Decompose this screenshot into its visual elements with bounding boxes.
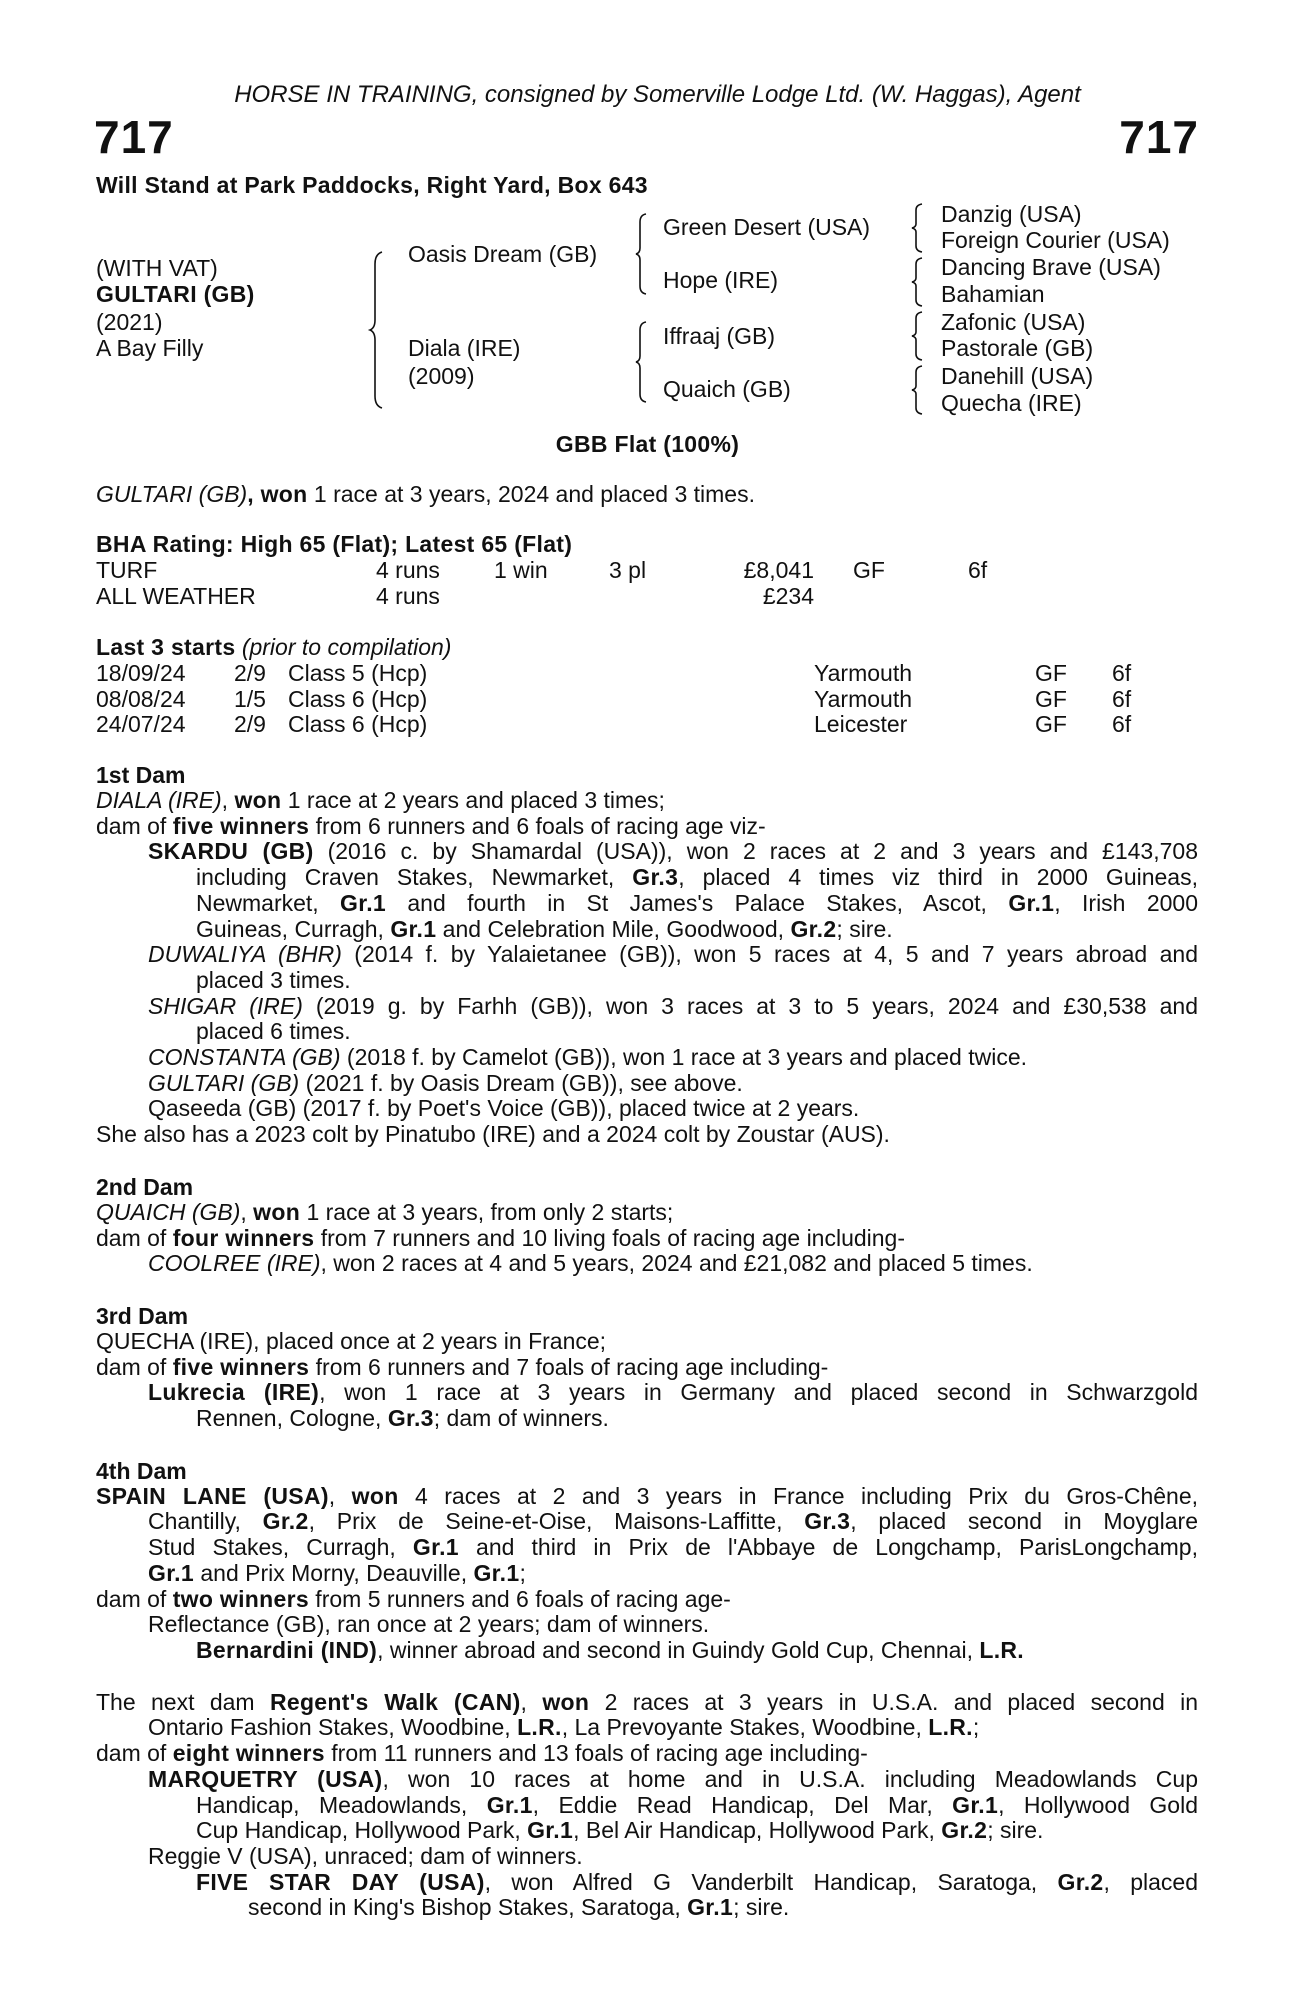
- bold-text: five winners: [172, 812, 310, 839]
- text-line: [96, 1587, 1198, 1613]
- bold-text: Gr.3: [632, 864, 679, 891]
- text: and Prix Morny, Deauville,: [193, 1559, 474, 1586]
- text: (2018 f. by Camelot (GB)), won 1 race at 3 years and placed twice.: [340, 1044, 1028, 1071]
- start-going: GF: [1035, 685, 1067, 712]
- text: She also has a 2023 colt by Pinatubo (IRE) and a 2024 colt by Zoustar (AUS).: [96, 1121, 890, 1148]
- bold-text: Gr.3: [804, 1508, 851, 1535]
- text-line: [96, 1895, 1198, 1921]
- text-line: [96, 1251, 1198, 1277]
- brace-icon: [912, 258, 924, 306]
- text: ,: [328, 1482, 352, 1509]
- text: Qaseeda (GB) (2017 f. by Poet's Voice (GB)), placed twice at 2 years.: [148, 1095, 860, 1122]
- text: from 7 runners and 10 living foals of racing age including-: [314, 1224, 906, 1251]
- text: , winner abroad and second in Guindy Gold Cup, Chennai,: [377, 1636, 980, 1663]
- text: from 5 runners and 6 foals of racing age-: [308, 1585, 731, 1612]
- section: [96, 1458, 1198, 1664]
- text: , placed: [1103, 1868, 1199, 1895]
- summary-name: GULTARI (GB): [96, 481, 248, 507]
- text-line: [96, 942, 1198, 968]
- bold-text: Gr.2: [790, 915, 837, 942]
- bold-text: Bernardini (IND): [196, 1636, 378, 1663]
- text: , La Prevoyante Stakes, Woodbine,: [561, 1714, 929, 1741]
- section: [96, 1174, 1198, 1277]
- dam-line-text: [96, 762, 1198, 1947]
- text-line: [96, 1200, 1198, 1226]
- start-date: 08/08/24: [96, 685, 186, 712]
- text-line: [96, 1638, 1198, 1664]
- bold-text: Gr.1: [473, 1559, 520, 1586]
- bold-text: eight winners: [172, 1740, 325, 1767]
- text: and fourth in St James's Palace Stakes, Ascot,: [386, 889, 1009, 916]
- gbb-flat-note: GBB Flat (100%): [555, 431, 740, 457]
- text: 4 races at 2 and 3 years in France including Prix du Gros-Chêne,: [398, 1482, 1199, 1509]
- text: ,: [221, 787, 235, 813]
- text: , Prix de Seine-et-Oise, Maisons-Laffitte,: [308, 1508, 805, 1535]
- start-date: 18/09/24: [96, 660, 186, 686]
- brace-icon: [370, 252, 386, 408]
- summary-rest: 1 race at 3 years, 2024 and placed 3 times.: [307, 481, 755, 507]
- text: and third in Prix de l'Abbaye de Longchamp, ParisLongchamp,: [458, 1534, 1198, 1561]
- consignment-line: HORSE IN TRAINING, consigned by Somerville Lodge Ltd. (W. Haggas), Agent: [234, 81, 1081, 108]
- runs: 4 runs: [376, 583, 440, 609]
- bold-text: won: [351, 1482, 399, 1509]
- text: , won 1 race at 3 years in Germany and placed second in Schwarzgold: [319, 1379, 1198, 1406]
- bold-text: won: [234, 787, 282, 813]
- gen4-ancestor: Danzig (USA): [941, 201, 1082, 227]
- italic-text: GULTARI (GB): [148, 1069, 300, 1096]
- text-line: [96, 865, 1198, 891]
- text: Guineas, Curragh,: [196, 915, 391, 942]
- italic-text: QUAICH (GB): [96, 1198, 241, 1225]
- bold-text: won: [253, 1198, 301, 1225]
- start-dist: 6f: [1112, 711, 1132, 738]
- bold-text: Gr.3: [387, 1405, 434, 1432]
- section-heading: 4th Dam: [96, 1457, 187, 1484]
- bold-text: five winners: [172, 1353, 310, 1380]
- text-line: [96, 1741, 1198, 1767]
- text: 1 race at 3 years, from only 2 starts;: [300, 1198, 674, 1225]
- text: Ontario Fashion Stakes, Woodbine,: [148, 1714, 518, 1741]
- text-line: [96, 1226, 1198, 1252]
- bold-text: Gr.1: [952, 1791, 999, 1818]
- start-race: Class 6 (Hcp): [288, 711, 428, 738]
- text: ; sire.: [733, 1894, 790, 1921]
- start-venue: Leicester: [814, 711, 908, 738]
- bold-text: won: [542, 1688, 590, 1715]
- text: , Irish 2000: [1054, 889, 1198, 916]
- text: Cup Handicap, Hollywood Park,: [196, 1817, 528, 1844]
- text: Rennen, Cologne,: [196, 1405, 388, 1432]
- text-line: [96, 917, 1198, 943]
- prize-money: £234: [762, 583, 814, 609]
- text: ; dam of winners.: [433, 1405, 609, 1432]
- text-line: [96, 1818, 1198, 1844]
- text: Reflectance (GB), ran once at 2 years; dam of winners.: [148, 1611, 710, 1638]
- text: Handicap, Meadowlands,: [196, 1791, 487, 1818]
- gen4-ancestor: Bahamian: [941, 281, 1045, 307]
- start-dist: 6f: [1112, 660, 1132, 686]
- text-line: [96, 1844, 1198, 1870]
- text-line: [96, 1484, 1198, 1510]
- italic-text: COOLREE (IRE): [148, 1250, 321, 1277]
- text: dam of: [96, 1585, 173, 1612]
- brace-icon: [912, 366, 924, 414]
- bold-text: Gr.1: [148, 1559, 194, 1586]
- gen4-ancestor: Foreign Courier (USA): [941, 227, 1170, 253]
- text: (2014 f. by Yalaietanee (GB)), won 5 races at 4, 5 and 7 years abroad and: [341, 941, 1198, 968]
- italic-text: CONSTANTA (GB): [148, 1044, 341, 1071]
- vat-note: (WITH VAT): [96, 255, 218, 281]
- gen4-ancestor: Danehill (USA): [941, 363, 1094, 389]
- gen4-ancestor: Dancing Brave (USA): [941, 254, 1161, 280]
- text: , won 10 races at home and in U.S.A. including Meadowlands Cup: [382, 1765, 1198, 1792]
- text: placed 3 times.: [196, 966, 351, 993]
- lot-number-left: 717: [94, 111, 174, 163]
- surface: TURF: [96, 557, 158, 583]
- dam: Diala (IRE): [408, 335, 521, 361]
- lot-number-right: 717: [1119, 111, 1199, 163]
- gen4-ancestor: Zafonic (USA): [941, 309, 1086, 335]
- text: dam of: [96, 1740, 173, 1767]
- text-line: [96, 994, 1198, 1020]
- dam-year: (2009): [408, 363, 475, 389]
- start-pos: 1/5: [234, 685, 266, 712]
- section: [96, 1303, 1198, 1432]
- bold-text: two winners: [172, 1585, 309, 1612]
- text: 2 races at 3 years in U.S.A. and placed second in: [589, 1688, 1199, 1715]
- rating-title: BHA Rating: High 65 (Flat); Latest 65 (Flat): [96, 531, 573, 557]
- surface: ALL WEATHER: [96, 583, 256, 609]
- bold-text: Gr.1: [390, 915, 437, 942]
- bold-text: Lukrecia (IRE): [148, 1379, 320, 1406]
- bold-text: L.R.: [928, 1714, 973, 1741]
- prize-money: £8,041: [743, 557, 814, 583]
- text-line: [96, 1071, 1198, 1097]
- text-line: [96, 1561, 1198, 1587]
- text-line: [96, 1612, 1198, 1638]
- text: QUECHA (IRE), placed once at 2 years in France;: [96, 1327, 607, 1354]
- text: dam of: [96, 1353, 173, 1380]
- text: , Hollywood Gold: [998, 1791, 1199, 1818]
- text: Newmarket,: [196, 889, 341, 916]
- italic-text: DIALA (IRE): [96, 787, 222, 813]
- text: The next dam: [96, 1688, 270, 1715]
- bold-text: Gr.2: [262, 1508, 309, 1535]
- section-heading: 3rd Dam: [96, 1302, 189, 1329]
- text: from 6 runners and 7 foals of racing age including-: [309, 1353, 829, 1380]
- last-starts-title: [96, 634, 451, 660]
- section-heading: 1st Dam: [96, 762, 186, 788]
- distance: 6f: [968, 557, 988, 583]
- brace-icon: [636, 214, 648, 294]
- text-line: [96, 1793, 1198, 1819]
- text-line: [96, 1355, 1198, 1381]
- text-line: [96, 788, 1198, 814]
- start-pos: 2/9: [234, 711, 266, 738]
- bold-text: Gr.1: [527, 1817, 574, 1844]
- text-line: [96, 1870, 1198, 1896]
- section: [96, 762, 1198, 1148]
- section: [96, 1690, 1198, 1921]
- runs: 4 runs: [376, 557, 440, 583]
- text: ; sire.: [987, 1817, 1044, 1844]
- brace-icon: [912, 204, 924, 252]
- text: (2021 f. by Oasis Dream (GB)), see above.: [299, 1069, 743, 1096]
- italic-text: DUWALIYA (BHR): [148, 941, 342, 968]
- text-line: [96, 1690, 1198, 1716]
- start-race: Class 6 (Hcp): [288, 685, 428, 712]
- start-race: Class 5 (Hcp): [288, 660, 428, 686]
- text: Stud Stakes, Curragh,: [148, 1534, 413, 1561]
- note: (prior to compilation): [241, 634, 452, 660]
- text-line: [96, 1122, 1198, 1148]
- start-going: GF: [1035, 660, 1067, 686]
- text: ,: [520, 1688, 543, 1715]
- bold-text: SKARDU (GB): [148, 838, 314, 865]
- bold-text: L.R.: [979, 1636, 1024, 1663]
- text: ,: [240, 1198, 254, 1225]
- sire: Oasis Dream (GB): [408, 241, 598, 267]
- text: Reggie V (USA), unraced; dam of winners.: [148, 1842, 583, 1869]
- summary-won: , won: [247, 481, 308, 507]
- text: second in King's Bishop Stakes, Saratoga,: [248, 1894, 688, 1921]
- text-line: [96, 1380, 1198, 1406]
- dam-dam: Quaich (GB): [663, 376, 791, 402]
- horse-year: (2021): [96, 309, 163, 335]
- text-line: [96, 1509, 1198, 1535]
- sire-dam: Hope (IRE): [663, 267, 779, 293]
- text-line: [96, 1535, 1198, 1561]
- start-going: GF: [1035, 711, 1067, 738]
- text: placed 6 times.: [196, 1018, 351, 1045]
- horse-description: A Bay Filly: [96, 335, 204, 361]
- text: including Craven Stakes, Newmarket,: [196, 864, 633, 891]
- bold-text: Gr.1: [412, 1534, 459, 1561]
- section-heading: 2nd Dam: [96, 1173, 194, 1200]
- text: , Eddie Read Handicap, Del Mar,: [532, 1791, 953, 1818]
- bold-text: SPAIN LANE (USA): [96, 1482, 329, 1509]
- text-line: [96, 1329, 1198, 1355]
- brace-icon: [912, 312, 924, 360]
- text: ;: [972, 1714, 980, 1741]
- bold-text: MARQUETRY (USA): [148, 1765, 383, 1792]
- gen4-ancestor: Quecha (IRE): [941, 390, 1082, 416]
- title: Last 3 starts: [96, 634, 236, 660]
- dam-sire: Iffraaj (GB): [663, 323, 776, 349]
- bold-text: four winners: [172, 1224, 315, 1251]
- text: 1 race at 2 years and placed 3 times;: [281, 787, 665, 813]
- start-venue: Yarmouth: [814, 660, 913, 686]
- text: ; sire.: [836, 915, 893, 942]
- bold-text: Gr.1: [486, 1791, 533, 1818]
- wins: 1 win: [494, 557, 548, 583]
- text-line: [96, 891, 1198, 917]
- bold-text: Gr.1: [687, 1894, 734, 1921]
- text: (2019 g. by Farhh (GB)), won 3 races at 3 to 5 years, 2024 and £30,538 and: [302, 992, 1198, 1019]
- bold-text: FIVE STAR DAY (USA): [196, 1868, 485, 1895]
- text-line: [96, 814, 1198, 840]
- start-dist: 6f: [1112, 685, 1132, 712]
- text: (2016 c. by Shamardal (USA)), won 2 races at 2 and 3 years and £143,708: [313, 838, 1198, 865]
- bold-text: Gr.1: [340, 889, 387, 916]
- horse-name: GULTARI (GB): [96, 281, 255, 307]
- race-summary: [96, 481, 755, 507]
- sire-sire: Green Desert (USA): [663, 214, 871, 240]
- text: Chantilly,: [148, 1508, 263, 1535]
- text-line: [96, 1767, 1198, 1793]
- text-line: [96, 1715, 1198, 1741]
- bold-text: L.R.: [517, 1714, 562, 1741]
- text: , placed second in Moyglare: [850, 1508, 1198, 1535]
- text-line: [96, 1406, 1198, 1432]
- text: , placed 4 times viz third in 2000 Guineas,: [678, 864, 1198, 891]
- start-venue: Yarmouth: [814, 685, 913, 712]
- placed: 3 pl: [609, 557, 647, 583]
- start-date: 24/07/24: [96, 711, 186, 738]
- text: ;: [519, 1559, 526, 1586]
- text: from 11 runners and 13 foals of racing age including-: [324, 1740, 868, 1767]
- bold-text: Gr.2: [941, 1817, 988, 1844]
- start-pos: 2/9: [234, 660, 266, 686]
- bold-text: Regent's Walk (CAN): [269, 1688, 521, 1715]
- gen4-ancestor: Pastorale (GB): [941, 335, 1094, 361]
- text-line: [96, 968, 1198, 994]
- text: and Celebration Mile, Goodwood,: [436, 915, 791, 942]
- text: dam of: [96, 812, 173, 839]
- text: dam of: [96, 1224, 173, 1251]
- italic-text: SHIGAR (IRE): [148, 992, 303, 1019]
- text-line: [96, 1019, 1198, 1045]
- brace-icon: [636, 322, 648, 402]
- bold-text: Gr.1: [1008, 889, 1055, 916]
- text: , Bel Air Handicap, Hollywood Park,: [573, 1817, 942, 1844]
- text: , won 2 races at 4 and 5 years, 2024 and £21,082 and placed 5 times.: [320, 1250, 1033, 1277]
- text: from 6 runners and 6 foals of racing age viz-: [309, 812, 766, 839]
- text-line: [96, 1045, 1198, 1071]
- bold-text: Gr.2: [1057, 1868, 1104, 1895]
- text: , won Alfred G Vanderbilt Handicap, Saratoga,: [484, 1868, 1058, 1895]
- stand-location: Will Stand at Park Paddocks, Right Yard, Box 643: [96, 172, 648, 198]
- text-line: [96, 1096, 1198, 1122]
- going: GF: [853, 557, 885, 583]
- text-line: [96, 839, 1198, 865]
